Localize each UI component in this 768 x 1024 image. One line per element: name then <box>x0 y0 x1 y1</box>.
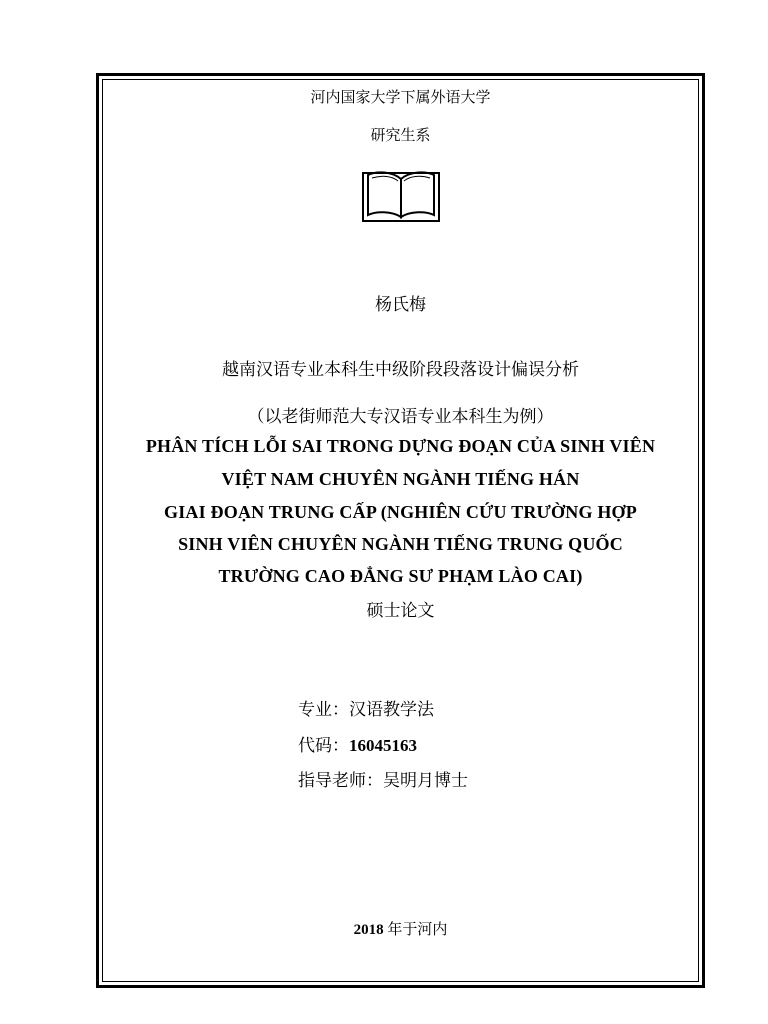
thesis-type: 硕士论文 <box>366 601 435 620</box>
thesis-title-vn-line-1: PHÂN TÍCH LỖI SAI TRONG DỰNG ĐOẠN CỦA SINH VIÊN <box>145 436 656 456</box>
footer-date-place <box>102 918 699 939</box>
footer-place: 年于河内 <box>383 922 448 938</box>
advisor-value: 吴明月博士 <box>383 771 468 790</box>
thesis-title-cn: 越南汉语专业本科生中级阶段段落设计偏误分析 <box>222 360 579 379</box>
thesis-title-vn-line-5: TRƯỜNG CAO ĐẲNG SƯ PHẠM LÀO CAI) <box>218 566 583 586</box>
author-name: 杨氏梅 <box>375 295 426 314</box>
university-name: 河内国家大学下属外语大学 <box>310 90 491 106</box>
department-name: 研究生系 <box>370 128 431 144</box>
thesis-subtitle-cn: （以老街师范大专汉语专业本科生为例） <box>247 407 554 426</box>
footer-year: 2018 <box>353 922 384 938</box>
thesis-title-vn-line-4: SINH VIÊN CHUYÊN NGÀNH TIẾNG TRUNG QUỐC <box>178 534 623 554</box>
open-book-icon <box>362 167 440 223</box>
thesis-title-vn-line-3: GIAI ĐOẠN TRUNG CẤP (NGHIÊN CỨU TRƯỜNG HỢP <box>164 502 637 522</box>
major-row <box>298 695 434 720</box>
major-value: 汉语教学法 <box>349 700 434 719</box>
advisor-label: 指导老师： <box>298 771 383 790</box>
major-label: 专业： <box>298 700 349 719</box>
code-value: 16045163 <box>349 736 417 755</box>
advisor-row <box>298 766 468 791</box>
code-row <box>298 731 417 756</box>
code-label: 代码： <box>298 736 349 755</box>
thesis-title-vn-line-2: VIỆT NAM CHUYÊN NGÀNH TIẾNG HÁN <box>221 469 580 489</box>
